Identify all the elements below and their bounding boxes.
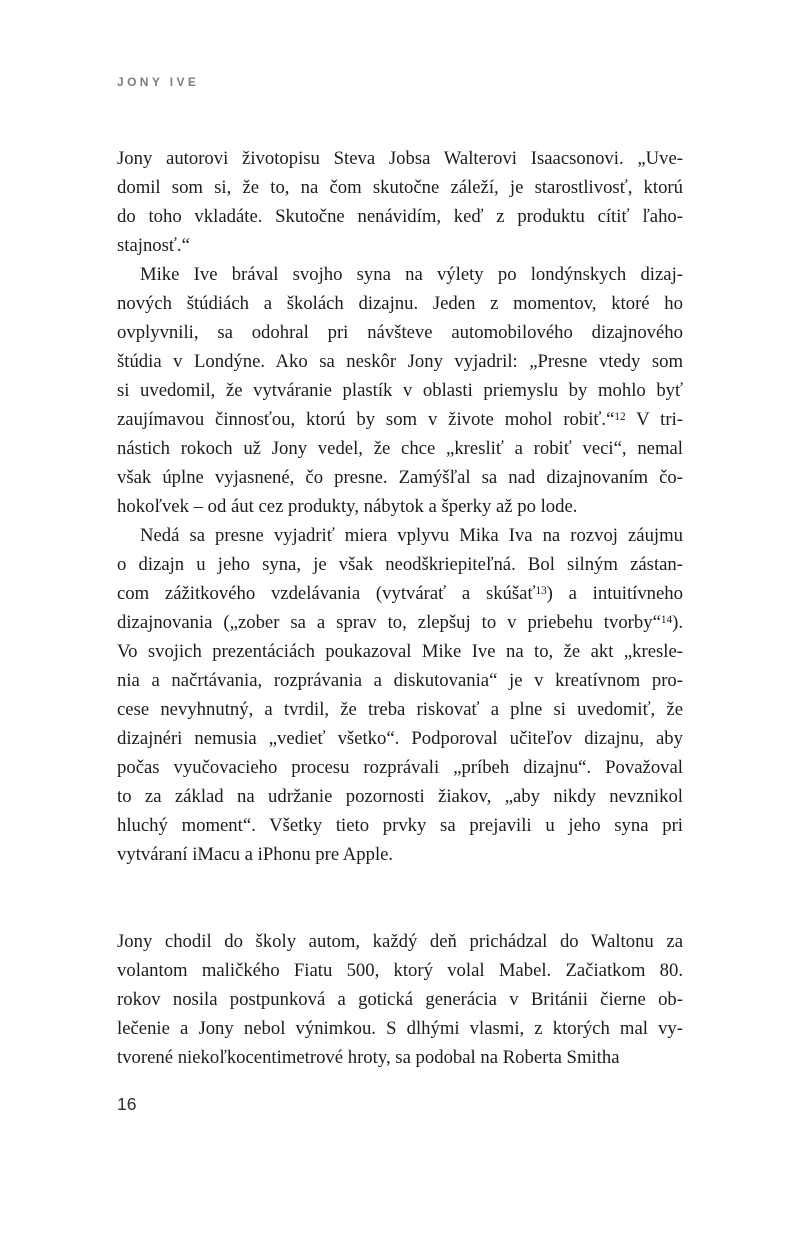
text-line: domil som si, že to, na čom skutočne záleží, je starostlivosť, ktorú: [117, 177, 683, 198]
text-line: tvorené niekoľkocentimetrové hroty, sa podobal na Roberta Smitha: [117, 1047, 620, 1068]
text-line: lečenie a Jony nebol výnimkou. S dlhými vlasmi, z ktorých mal vy-: [117, 1018, 683, 1039]
running-header: JONY IVE: [117, 75, 200, 89]
text-line: štúdia v Londýne. Ako sa neskôr Jony vyjadril: „Presne vtedy som: [117, 351, 683, 372]
text-line: to za základ na udržanie pozornosti žiakov, „aby nikdy nevznikol: [117, 786, 683, 807]
text-line: rokov nosila postpunková a gotická generácia v Británii čierne ob-: [117, 989, 683, 1010]
text-line: Vo svojich prezentáciách poukazoval Mike Ive na to, že akt „kresle-: [117, 641, 683, 662]
text-line: počas vyučovacieho procesu rozprávali „príbeh dizajnu“. Považoval: [117, 757, 683, 778]
text-line: Nedá sa presne vyjadriť miera vplyvu Mika Iva na rozvoj záujmu: [140, 525, 683, 546]
paragraph: [117, 260, 683, 521]
paragraph: [117, 144, 683, 260]
text-line: com zážitkového vzdelávania (vytvárať a skúšať$^{13}$) a intuitívneho: [117, 583, 683, 604]
text-line: nástich rokoch už Jony vedel, že chce „kresliť a robiť veci“, nemal: [117, 438, 683, 459]
page-number: 16: [117, 1094, 137, 1114]
text-line: Jony autorovi životopisu Steva Jobsa Walterovi Isaacsonovi. „Uve-: [117, 148, 683, 169]
text-line: hluchý moment“. Všetky tieto prvky sa prejavili u jeho syna pri: [117, 815, 683, 836]
text-line: hokoľvek – od áut cez produkty, nábytok a šperky až po lode.: [117, 496, 578, 517]
text-line: dizajnéri nemusia „vedieť všetko“. Podporoval učiteľov dizajnu, aby: [117, 728, 683, 749]
text-line: si uvedomil, že vytváranie plastík v oblasti priemyslu by mohlo byť: [117, 380, 683, 401]
text-line: však úplne vyjasnené, čo presne. Zamýšľal sa nad dizajnovaním čo-: [117, 467, 683, 488]
text-line: nia a načrtávania, rozprávania a diskutovania“ je v kreatívnom pro-: [117, 670, 683, 691]
text-line: ovplyvnili, sa odohral pri návšteve automobilového dizajnového: [117, 322, 683, 343]
text-line: Mike Ive brával svojho syna na výlety po londýnskych dizaj-: [140, 264, 683, 285]
paragraph: [117, 521, 683, 869]
text-line: cese nevyhnutný, a tvrdil, že treba riskovať a plne si uvedomiť, že: [117, 699, 683, 720]
text-line: dizajnovania („zober sa a sprav to, zlepšuj to v priebehu tvorby“$^{14}$).: [117, 612, 683, 633]
paragraph: [117, 927, 683, 1072]
text-line: vytváraní iMacu a iPhonu pre Apple.: [117, 844, 394, 865]
text-line: Jony chodil do školy autom, každý deň prichádzal do Waltonu za: [117, 931, 683, 952]
body-text: [117, 144, 683, 1072]
text-line: stajnosť.“: [117, 235, 190, 256]
text-line: nových štúdiách a školách dizajnu. Jeden z momentov, ktoré ho: [117, 293, 683, 314]
text-line: o dizajn u jeho syna, je však neodškriepiteľná. Bol silným zástan-: [117, 554, 683, 575]
text-line: do toho vkladáte. Skutočne nenávidím, keď z produktu cítiť ľaho-: [117, 206, 683, 227]
text-line: zaujímavou činnosťou, ktorú by som v živote mohol robiť.“$^{12}$ V tri-: [117, 409, 684, 430]
text-line: volantom maličkého Fiatu 500, ktorý volal Mabel. Začiatkom 80.: [117, 960, 683, 981]
